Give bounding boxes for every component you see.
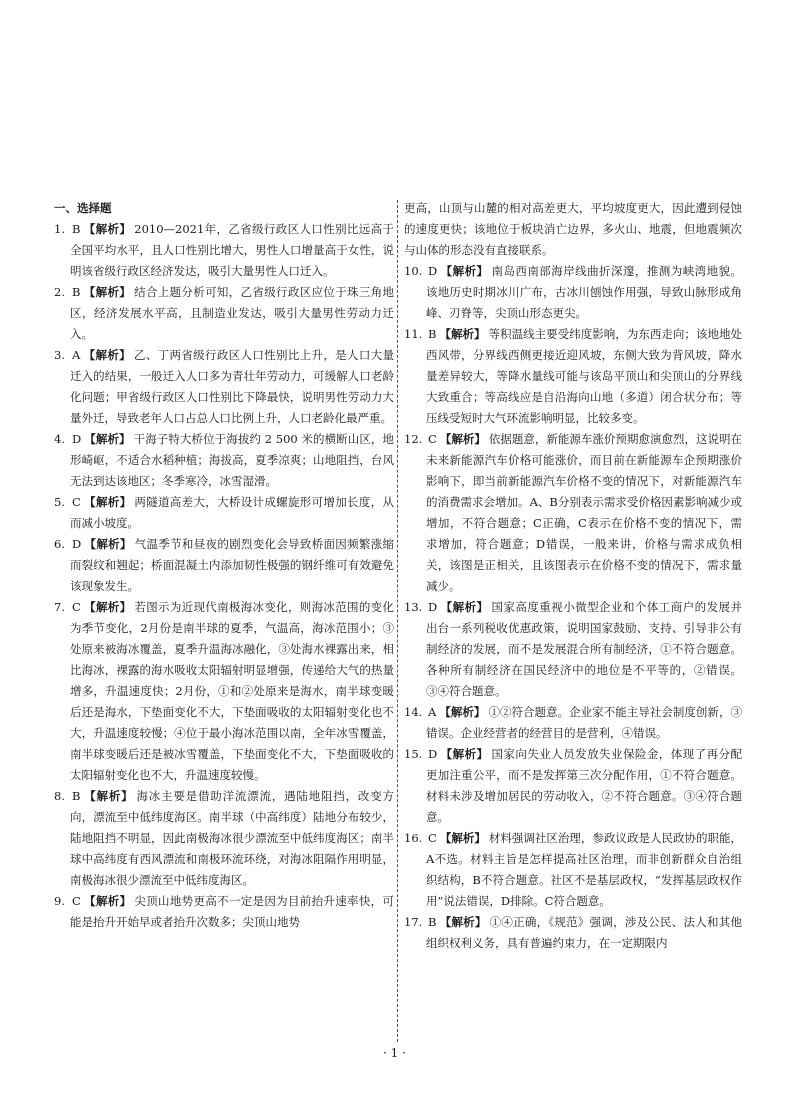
answer-item	[404, 261, 742, 324]
left-answer-list	[54, 219, 394, 933]
analysis-tag: 【解析】	[439, 327, 486, 341]
analysis-text: 国家向失业人员发放失业保险金，体现了再分配更加注重公平，而不是发挥第三次分配作用，①不符合题意。材料未涉及增加居民的劳动收入，②不符合题意。③④符合题意。	[426, 747, 743, 824]
answer-letter: C	[428, 432, 437, 446]
answer-item	[404, 597, 742, 702]
column-divider	[397, 200, 398, 1042]
answer-letter: B	[72, 789, 81, 803]
item-number: 2.	[54, 285, 65, 299]
item-number: 1.	[54, 222, 65, 236]
analysis-text: 乙、丁两省级行政区人口性别比上升，是人口大量迁入的结果，一般迁入人口多为青壮年劳动力，可缓解人口老龄化问题；甲省级行政区人口性别比下降最快，说明男性劳动力大量外迁，导致老年人口占总人口比例上升，人口老龄化最严重。	[70, 348, 394, 425]
analysis-tag: 【解析】	[84, 432, 131, 446]
analysis-tag: 【解析】	[439, 915, 487, 929]
answer-letter: D	[428, 600, 438, 614]
answer-item	[54, 282, 394, 345]
page-number: · 1 ·	[383, 1046, 406, 1060]
answer-letter: C	[72, 600, 81, 614]
item-number: 7.	[54, 600, 65, 614]
right-answer-list	[404, 261, 742, 954]
answer-letter: B	[428, 327, 437, 341]
answer-item	[404, 702, 742, 744]
item-number: 16.	[404, 831, 423, 845]
analysis-text: 国家高度重视小微型企业和个体工商户的发展并出台一系列税收优惠政策，说明国家鼓励、支持、引导非公有制经济的发展，而不是发展混合所有制经济，①不符合题意。各种所有制经济在国民经济中的地位是不平等的，②错误。③④符合题意。	[426, 600, 743, 698]
analysis-text: 气温季节和昼夜的剧烈变化会导致桥面因频繁涨缩而裂纹和翘起；桥面混凝土内添加韧性极强的钢纤维可有效避免该现象发生。	[70, 537, 395, 593]
item-number: 14.	[404, 705, 423, 719]
analysis-tag: 【解析】	[439, 432, 486, 446]
answer-item	[54, 345, 394, 429]
analysis-text: 等积温线主要受纬度影响，为东西走向；该地地处西风带，分界线西侧更接近迎风坡，东侧大致为背风坡，降水量差异较大，等降水量线可能与该岛平顶山和尖顶山的分界线大致重合；等高线应是自沿海向山地（多道）闭合状分布；等压线受短时大气环流影响明显，比较多变。	[426, 327, 743, 425]
answer-letter: C	[428, 831, 437, 845]
answer-letter: D	[428, 747, 438, 761]
item-number: 12.	[404, 432, 423, 446]
item-number: 10.	[404, 264, 423, 278]
analysis-text: 南岛西南部海岸线曲折深邃，推测为峡湾地貌。该地历史时期冰川广布，古冰川刨蚀作用强，导致山脉形成角峰、刃脊等，尖顶山形态更尖。	[426, 264, 743, 320]
answer-letter: A	[428, 705, 437, 719]
analysis-tag: 【解析】	[440, 600, 489, 614]
analysis-text: 若图示为近现代南极海冰变化，则海冰范围的变化为季节变化，2月份是南半球的夏季，气温高，海冰范围小；③处原来被海冰覆盖，夏季升温海冰融化，③处海水裸露出来，相比海冰，裸露的海水吸收太阳辐射明显增强，传递给大气的热量增多，升温速度快；2月份，①和②处原来是海水，南半球变暖后还是海水，下垫面变化不大，下垫面吸收的太阳辐射变化也不大，升温速度较慢；④位于最小海冰范围以南，全年冰雪覆盖，南半球变暖后还是被冰雪覆盖，下垫面变化不大，下垫面吸收的太阳辐射变化也不大，升温速度较慢。	[70, 600, 395, 782]
answer-item	[404, 744, 742, 828]
analysis-tag: 【解析】	[83, 222, 132, 236]
item-number: 4.	[54, 432, 65, 446]
item-number: 11.	[404, 327, 423, 341]
analysis-text: 材料强调社区治理，参政议政是人民政协的职能，A不选。材料主旨是怎样提高社区治理，而非创新群众自治组织结构，B不符合题意。社区不是基层政权，“发挥基层政权作用”说法错误，D排除。C符合题意。	[426, 831, 743, 908]
answer-letter: B	[428, 915, 437, 929]
answer-letter: D	[428, 264, 438, 278]
analysis-tag: 【解析】	[440, 264, 489, 278]
section-title: 一、选择题	[54, 201, 112, 215]
item-number: 3.	[54, 348, 65, 362]
answer-item	[54, 891, 394, 933]
answer-item	[404, 324, 742, 429]
analysis-text: ①②符合题意。企业家不能主导社会制度创新，③错误。企业经营者的经营目的是营利，④错误。	[426, 705, 743, 740]
analysis-tag: 【解析】	[439, 831, 486, 845]
answer-item	[54, 786, 394, 891]
answer-item	[54, 597, 394, 786]
answer-item	[404, 828, 742, 912]
answer-item	[404, 429, 742, 597]
answer-item	[54, 492, 394, 534]
answer-item	[54, 219, 394, 282]
analysis-text: 两隧道高差大，大桥设计成螺旋形可增加长度，从而减小坡度。	[70, 495, 395, 530]
item-number: 5.	[54, 495, 65, 509]
left-column	[54, 198, 394, 933]
analysis-tag: 【解析】	[83, 600, 132, 614]
analysis-text: 海冰主要是借助洋流漂流，遇陆地阻挡，改变方向，漂流至中低纬度海区。南半球（中高纬度）陆地分布较少，陆地阻挡不明显，因此南极海冰很少漂流至中低纬度海区；南半球中高纬度有西风漂流和南极环流环绕，对海冰阻隔作用明显，南极海冰很少漂流至中低纬度海区。	[70, 789, 395, 887]
continuation-text: 更高，山顶与山麓的相对高差更大，平均坡度更大，因此遭到侵蚀的速度更快；该地位于板块消亡边界，多火山、地震，但地震频次与山体的形态没有直接联系。	[404, 201, 742, 257]
analysis-tag: 【解析】	[84, 537, 132, 551]
answer-letter: A	[72, 348, 81, 362]
right-column	[404, 198, 742, 954]
analysis-tag: 【解析】	[83, 789, 134, 803]
analysis-text: ①④正确，《规范》强调，涉及公民、法人和其他组织权利义务，具有普遍约束力，在一定期限内	[426, 915, 743, 950]
item-number: 9.	[54, 894, 65, 908]
item-number: 8.	[54, 789, 65, 803]
item-number: 6.	[54, 537, 65, 551]
answer-letter: B	[72, 285, 81, 299]
item-number: 15.	[404, 747, 423, 761]
answer-letter: C	[72, 894, 81, 908]
answer-letter: D	[72, 432, 82, 446]
analysis-tag: 【解析】	[440, 747, 489, 761]
analysis-tag: 【解析】	[439, 705, 486, 719]
analysis-tag: 【解析】	[83, 495, 132, 509]
analysis-tag: 【解析】	[83, 348, 131, 362]
analysis-text: 2010—2021年，乙省级行政区人口性别比远高于全国平均水平，且人口性别比增大，男性人口增量高于女性，说明该省级行政区经济发达，吸引大量男性人口迁入。	[70, 222, 395, 278]
answer-letter: B	[72, 222, 81, 236]
answer-item	[54, 534, 394, 597]
analysis-text: 干海子特大桥位于海拔约 2 500 米的横断山区，地形崎岖，不适合水稻种植；海拔高，夏季凉爽；山地阻挡，台风无法到达该地区；冬季寒冷，冰雪湿滑。	[70, 432, 394, 488]
analysis-tag: 【解析】	[83, 285, 132, 299]
answer-letter: C	[72, 495, 81, 509]
item-number: 17.	[404, 915, 423, 929]
answer-item	[404, 912, 742, 954]
answer-letter: D	[72, 537, 82, 551]
answer-item	[54, 429, 394, 492]
analysis-text: 尖顶山地势更高不一定是因为目前抬升速率快，可能是抬升开始早或者抬升次数多；尖顶山地势	[70, 894, 395, 929]
analysis-text: 结合上题分析可知，乙省级行政区应位于珠三角地区，经济发展水平高，且制造业发达，吸引大量男性劳动力迁入。	[70, 285, 395, 341]
analysis-tag: 【解析】	[83, 894, 132, 908]
item-number: 13.	[404, 600, 423, 614]
analysis-text: 依据题意，新能源车涨价预期愈演愈烈，这说明在未来新能源汽车价格可能涨价，而目前在新能源车企预期涨价影响下，即当前新能源汽车价格不变的情况下，对新能源汽车的消费需求会增加。A、B分别表示需求受价格因素影响减少或增加，不符合题意；C正确，C表示在价格不变的情况下，需求增加，符合题意；D错误，一般来讲，价格与需求成负相关，该图是正相关，且该图表示在价格不变的情况下，需求量减少。	[426, 432, 743, 593]
